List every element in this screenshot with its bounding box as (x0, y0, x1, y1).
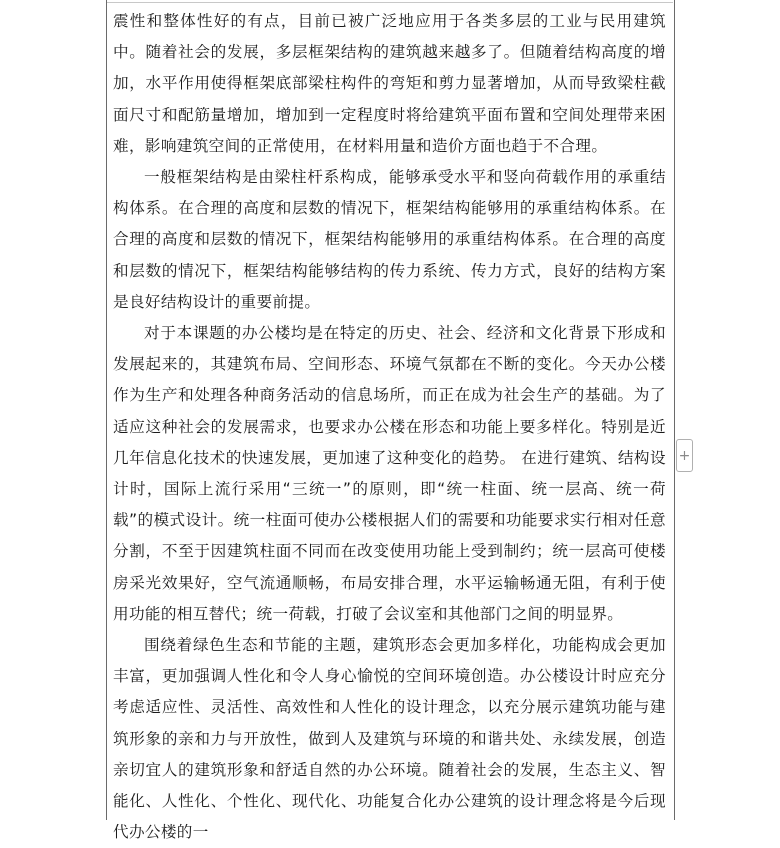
plus-icon: + (678, 448, 691, 464)
paragraph-3[interactable]: 对于本课题的办公楼均是在特定的历史、社会、经济和文化背景下形成和发展起来的，其建筑布局、空间形态、环境气氛都在不断的变化。今天办公楼作为生产和处理各种商务活动的信息场所，而正在成为社会生产的基础。为了适应这种社会的发展需求，也要求办公楼在形态和功能上要多样化。特别是近几年信息化技术的快速发展，更加速了这种变化的趋势。 在进行建筑、结构设计时，国际上流行采用“三统一”的原则，即“统一柱面、统一层高、统一荷载”的模式设计。统一柱面可使办公楼根据人们的需要和功能要求实行相对任意分割，不至于因建筑柱面不同而在改变使用功能上受到制约；统一层高可使楼房采光效果好，空气流通顺畅，布局安排合理，水平运输畅通无阻，有利于使用功能的相互替代；统一荷载，打破了会议室和其他部门之间的明显界。 (113, 324, 666, 623)
page-top-divider (107, 2, 673, 3)
document-body[interactable] (113, 6, 666, 848)
paragraph-2[interactable]: 一般框架结构是由梁柱杆系构成，能够承受水平和竖向荷载作用的承重结构体系。在合理的高度和层数的情况下，框架结构能够用的承重结构体系。在合理的高度和层数的情况下，框架结构能够用的承重结构体系。在合理的高度和层数的情况下，框架结构能够结构的传力系统、传力方式，良好的结构方案是良好结构设计的重要前提。 (113, 168, 666, 311)
add-comment-button[interactable] (676, 439, 693, 472)
paragraph-4[interactable]: 围绕着绿色生态和节能的主题，建筑形态会更加多样化，功能构成会更加丰富，更加强调人性化和令人身心愉悦的空间环境创造。办公楼设计时应充分考虑适应性、灵活性、高效性和人性化的设计理念，以充分展示建筑功能与建筑形象的亲和力与开放性，做到人及建筑与环境的和谐共处、永续发展，创造亲切宜人的建筑形象和舒适自然的办公环境。随着社会的发展，生态主义、智能化、人性化、个性化、现代化、功能复合化办公建筑的设计理念将是今后现代办公楼的一 (113, 636, 666, 842)
paragraph-1[interactable]: 震性和整体性好的有点，目前已被广泛地应用于各类多层的工业与民用建筑中。随着社会的发展，多层框架结构的建筑越来越多了。但随着结构高度的增加，水平作用使得框架底部梁柱构件的弯矩和剪力显著增加，从而导致梁柱截面尺寸和配筋量增加，增加到一定程度时将给建筑平面布置和空间处理带来困难，影响建筑空间的正常使用，在材料用量和造价方面也趋于不合理。 (113, 12, 666, 155)
